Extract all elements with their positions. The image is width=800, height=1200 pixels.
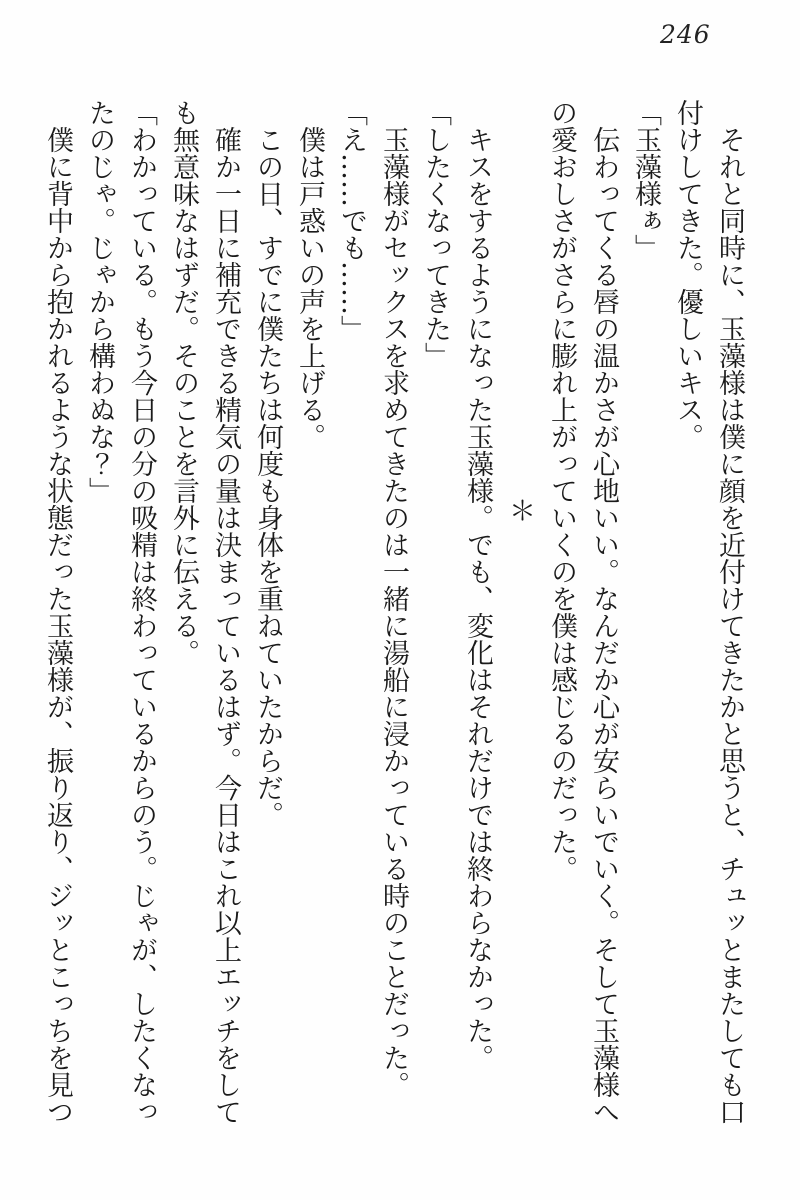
text-line-dialogue: 「したくなってきた」 <box>420 99 451 369</box>
text-line-dialogue: 「え……でも……」 <box>336 99 367 342</box>
text-line: キスをするようになった玉藻様。でも、変化はそれだけでは終わらなかった。 <box>462 99 493 1071</box>
page-number: 246 <box>660 20 711 49</box>
text-line: 伝わってくる唇の温かさが心地いい。なんだか心が安らいでいく。そして玉藻様へ <box>588 99 619 1125</box>
section-break-asterisk: ＊ <box>504 497 535 524</box>
text-line: 僕は戸惑いの声を上げる。 <box>294 99 325 450</box>
text-line-dialogue: たのじゃ。じゃから構わぬな？」 <box>84 99 115 504</box>
text-line-dialogue: 「玉藻様ぁ」 <box>630 99 661 261</box>
text-line: それと同時に、玉藻様は僕に顔を近付けてきたかと思うと、チュッとまたしても口 <box>714 99 745 1125</box>
text-line: の愛おしさがさらに膨れ上がっていくのを僕は感じるのだった。 <box>546 99 577 882</box>
text-line: も無意味なはずだ。そのことを言外に伝える。 <box>168 99 199 666</box>
text-line: 付けしてきた。優しいキス。 <box>672 99 703 450</box>
text-line: 確か一日に補充できる精気の量は決まっているはず。今日はこれ以上エッチをして <box>210 99 241 1125</box>
text-body <box>36 99 750 1133</box>
text-line: 僕に背中から抱かれるような状態だった玉藻様が、振り返り、ジッとこっちを見つ <box>42 99 73 1125</box>
text-line-dialogue: 「わかっている。もう今日の分の吸精は終わっているからのう。じゃが、したくなっ <box>126 99 157 1125</box>
text-line: 玉藻様がセックスを求めてきたのは一緒に湯船に浸かっている時のことだった。 <box>378 99 409 1098</box>
text-line: この日、すでに僕たちは何度も身体を重ねていたからだ。 <box>252 99 283 828</box>
